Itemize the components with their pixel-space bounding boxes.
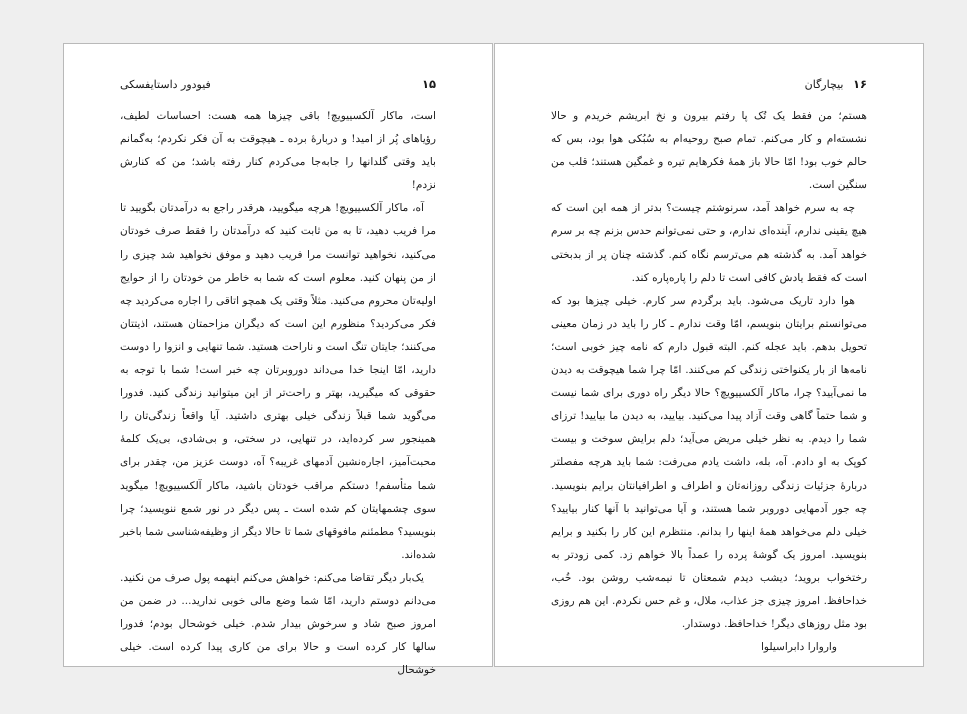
paragraph: است، ماکار آلکسییویچ! باقی چیزها همه هست: احساسات لطیف، رؤیاهای پُر از امید! و دربارهٔ برده ـ هیچوقت به آن فکر نکردم؛ به‌گمانم باید وقتی گلدانها را جابه‌جا می‌کردم کنار رفته باشد؛ من که کنارش نزدم! — [120, 110, 436, 192]
right-page-body — [551, 105, 867, 659]
running-header-title-group — [805, 77, 867, 91]
paragraph: یک‌بار دیگر تقاضا می‌کنم: خواهش می‌کنم اینهمه پول صرف من نکنید. می‌دانم دوستم دارید، امّا شما وضع مالی خوبی ندارید... در ضمن من امروز صبح شاد و سرخوش بیدار شدم. خیلی خوشحال بودم؛ فدورا سالها کار کرده است و حالا برای من کاری پیدا کرده است. خیلی خوشحال — [120, 571, 436, 677]
running-header-author: فیودور داستایفسکی — [120, 78, 211, 91]
paragraph: آه، ماکار آلکسییویچ! هرچه میگویید، هرقدر راجع به درآمدتان بگویید تا مرا فریب دهید، تا به من ثابت کنید که درآمدتان را فقط صرف خودتان می‌کنید، نخواهید توانست مرا فریب دهید و موفق نخواهید شد چیزی را از من پنهان کنید. معلوم است که شما به خاطر من خودتان را از حوایج اولیه‌تان محروم می‌کنید. مثلاً وقتی یک همچو اتاقی را اجاره می‌کردید چه فکر می‌کردید؟ منظورم این است که دیگران مزاحمتان هستند، اذیتتان می‌کنند؛ جایتان تنگ است و ناراحت هستید. شما تنهایی و انزوا را دوست دارید، امّا اینجا خدا می‌داند دوروبرتان چه خبر است! شما با توجه به حقوقی که میگیرید، بهتر و راحت‌تر از این میتوانید زندگی کنید. فدورا می‌گوید شما قبلاً زندگی خیلی بهتری داشتید. آیا واقعاً زندگی‌تان را همینجور سر کرده‌اید، در تنهایی، در سختی، و بی‌شادی، بی‌یک کلمهٔ محبت‌آمیز، اجاره‌نشین آدمهای غریبه؟ آه، دوست عزیز من، چقدر برای شما متأسفم! دستکم مراقب خودتان باشید، ماکار آلکسییویچ! میگوید سوی چشمهایتان کم شده است ـ پس دیگر در نور شمع ننویسید؛ چرا بنویسید؟ مطمئنم مافوقهای شما تا حالا دیگر از وظیفه‌شناسی شما باخبر شده‌اند. — [120, 202, 436, 561]
right-page-header — [551, 77, 867, 97]
paragraph: هوا دارد تاریک می‌شود. باید برگردم سر کارم. خیلی چیزها بود که می‌توانستم برایتان بنویسم، امّا وقت ندارم ـ کار را باید در زمان معینی تحویل بدهم. باید عجله کنم. البته قبول دارم که نامه چیز خوبی است؛ نامه‌ها از بار یکنواختی زندگی کم می‌کنند. امّا چرا شما هیچوقت به دیدن ما نمی‌آیید؟ چرا، ماکار آلکسییویچ؟ حالا دیگر راه دوری برای شما نیست و شما حتماً گاهی وقت آزاد پیدا می‌کنید. بیایید، به دیدن ما بیایید! ترزای شما را دیدم. به نظر خیلی مریض می‌آید؛ دلم برایش سوخت و بیست کوپک به او دادم. آه، بله، داشت یادم می‌رفت: شما باید هرچه مفصلتر دربارهٔ جزئیات زندگی روزانه‌تان و اطراف و اطرافیانتان برایم بنویسید. چه جور آدمهایی دوروبر شما هستند، و آیا می‌توانید با آنها کنار بیایید؟ خیلی دلم می‌خواهد همهٔ اینها را بدانم. منتظرم این کار را بکنید و برایم بنویسید. امروز یک گوشهٔ پرده را عمداً بالا خواهم زد. کمی زودتر به رختخواب بروید؛ دیشب دیدم شمعتان تا نیمه‌شب روشن بود. خُب، خداحافظ. امروز چیزی جز عذاب، ملال، و غم حس نکردم. این هم روزی بود مثل روزهای دیگر! خداحافظ. دوستدار. — [551, 294, 867, 631]
paragraph: چه به سرم خواهد آمد، سرنوشتم چیست؟ بدتر از همه این است که هیچ یقینی ندارم، آینده‌ای ندارم، و حتی نمی‌توانم حدس بزنم چه بر سرم خواهد آمد. به گذشته هم می‌ترسم نگاه کنم. گذشته چنان پر از بدبختی است که فقط یادش کافی است تا دلم را پاره‌پاره کند. — [551, 202, 867, 284]
left-page-header — [120, 77, 436, 97]
running-header-title: بیچارگان — [804, 78, 844, 91]
right-page — [494, 43, 924, 667]
letter-signature: واروارا دابراسیلوا — [760, 641, 837, 654]
left-page-body — [120, 105, 436, 682]
page-number: ۱۶ — [852, 77, 867, 91]
page-number: ۱۵ — [421, 77, 436, 91]
paragraph: هستم؛ من فقط یک تُک پا رفتم بیرون و نخ ابریشم خریدم و حالا نشسته‌ام و کار می‌کنم. تمام صبح روحیه‌ام به سُبُکی هوا بود، بس که حالم خوب بود! امّا حالا باز همهٔ فکرهایم تیره و غمگین هستند؛ قلب من سنگین است. — [551, 110, 867, 192]
left-page — [63, 43, 493, 677]
